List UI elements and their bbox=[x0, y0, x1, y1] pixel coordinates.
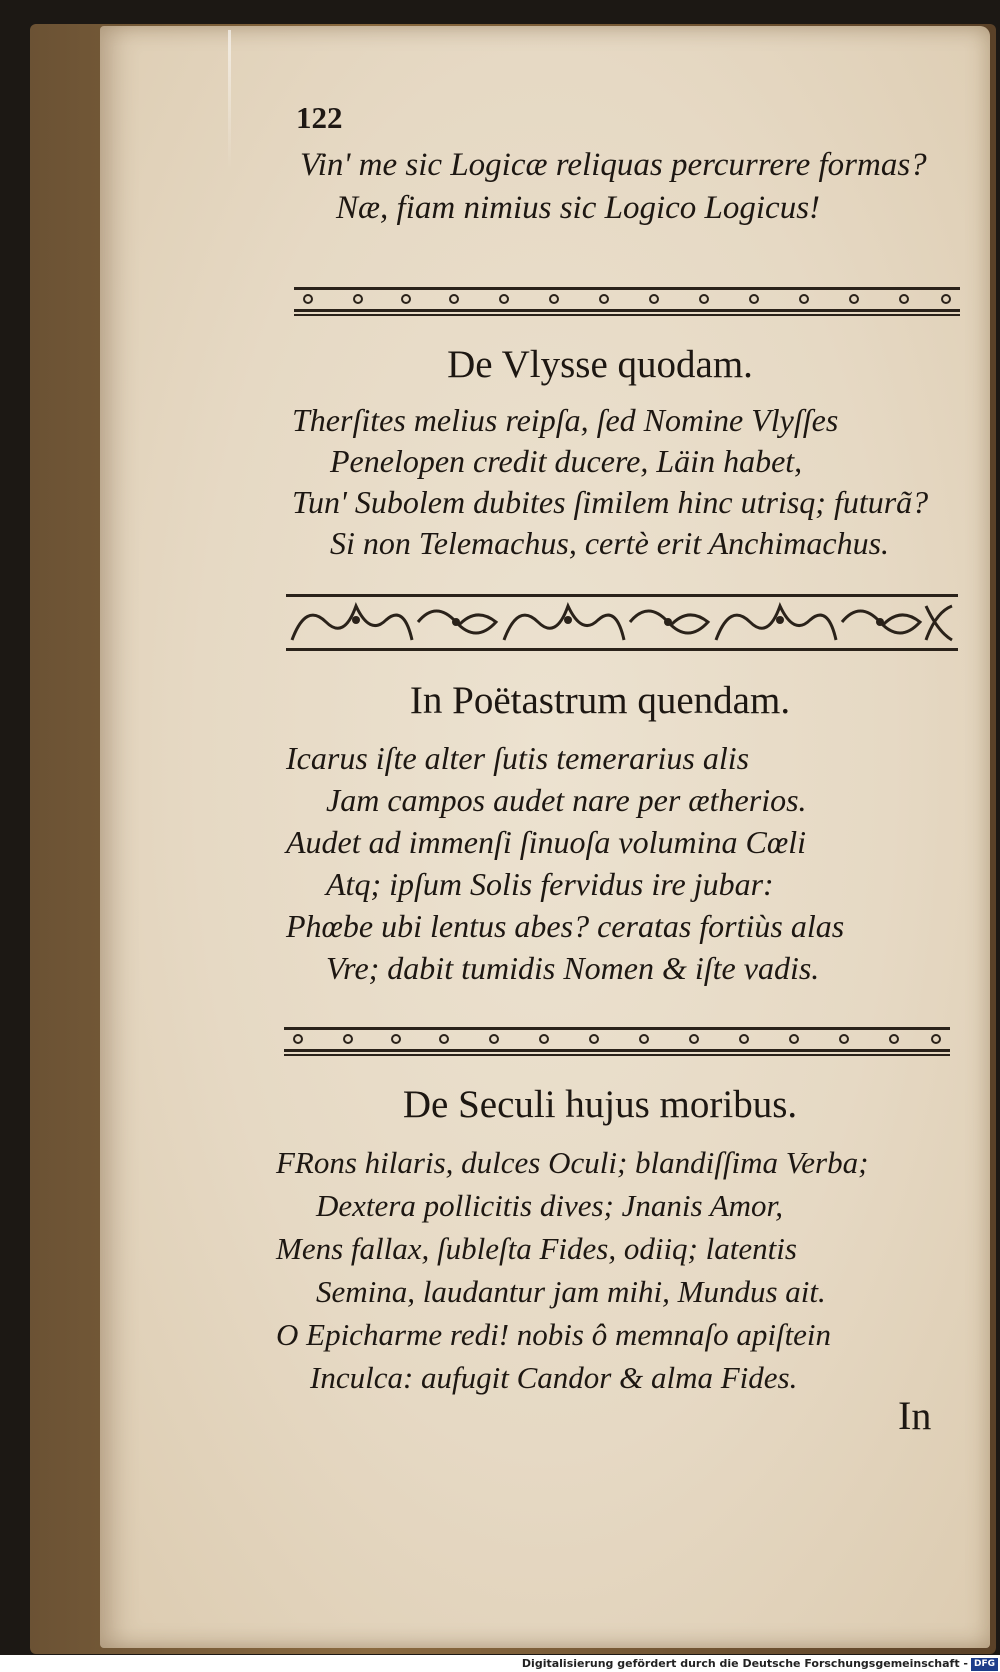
verse-line: Vin' me sic Logicæ reliquas percurrere formas? bbox=[300, 147, 927, 183]
verse-line: Therſites melius reipſa, ſed Nomine Vlyſſes bbox=[292, 402, 839, 438]
paper-fold bbox=[228, 30, 231, 170]
verse-line: Mens fallax, ſubleſta Fides, odiiq; latentis bbox=[276, 1231, 797, 1266]
verse-line: O Epicharme redi! nobis ô memnaſo apiſtein bbox=[276, 1317, 832, 1352]
verse-line: Jam campos audet nare per ætherios. bbox=[326, 782, 807, 818]
page-number: 122 bbox=[296, 100, 343, 135]
dfg-logo: DFG bbox=[971, 1658, 998, 1671]
ornamental-band bbox=[286, 592, 958, 654]
verse-line: Næ, fiam nimius sic Logico Logicus! bbox=[336, 190, 821, 226]
verse-line: Phœbe ubi lentus abes? ceratas fortiùs alas bbox=[286, 908, 845, 944]
verse-line: Dextera pollicitis dives; Jnanis Amor, bbox=[316, 1188, 783, 1223]
verse-line: Penelopen credit ducere, Läin habet, bbox=[330, 443, 803, 479]
poem-title: De Vlysse quodam. bbox=[447, 343, 753, 386]
verse-line: Si non Telemachus, certè erit Anchimachus. bbox=[330, 525, 890, 561]
verse-line: Inculca: aufugit Candor & alma Fides. bbox=[310, 1360, 798, 1395]
decorative-rule bbox=[284, 1025, 950, 1059]
verse-line: Atq; ipſum Solis fervidus ire jubar: bbox=[326, 866, 774, 902]
decorative-rule bbox=[294, 285, 960, 319]
credit-text: Digitalisierung gefördert durch die Deutsche Forschungsgemeinschaft - bbox=[521, 1657, 968, 1670]
digitization-credit bbox=[0, 1656, 998, 1672]
verse-line: Vre; dabit tumidis Nomen & iſte vadis. bbox=[326, 950, 820, 986]
verse-line: Audet ad immenſi ſinuoſa volumina Cœli bbox=[286, 824, 806, 860]
poem-title: In Poëtastrum quendam. bbox=[409, 679, 791, 722]
verse-line: FRons hilaris, dulces Oculi; blandiſſima Verba; bbox=[276, 1145, 869, 1180]
verse-line: Semina, laudantur jam mihi, Mundus ait. bbox=[316, 1274, 826, 1309]
verse-line: Tun' Subolem dubites ſimilem hinc utrisq; futurã? bbox=[292, 484, 929, 520]
verse-line: Icarus iſte alter ſutis temerarius alis bbox=[286, 740, 750, 776]
poem-title: De Seculi hujus moribus. bbox=[402, 1083, 798, 1126]
catchword: In bbox=[898, 1393, 932, 1438]
